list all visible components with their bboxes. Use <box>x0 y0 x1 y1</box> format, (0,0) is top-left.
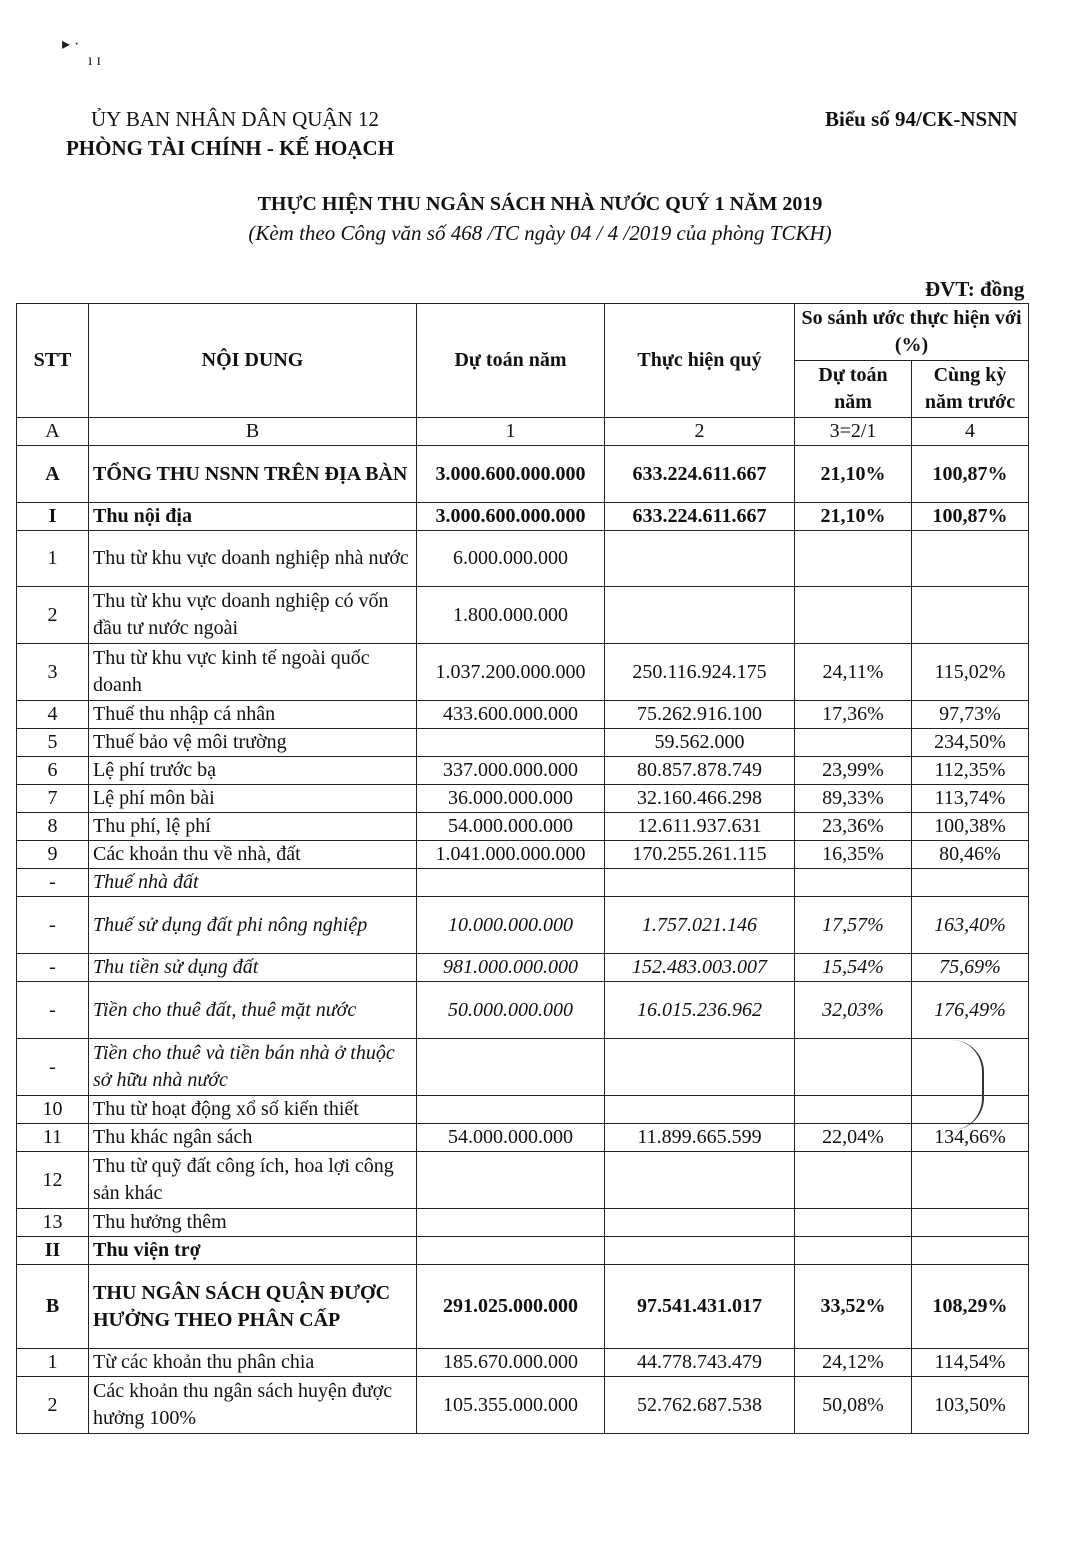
cell-budget: 1.037.200.000.000 <box>417 644 605 701</box>
cell-budget <box>417 1152 605 1209</box>
cell-stt: - <box>17 1039 89 1096</box>
revenue-table <box>16 303 1029 1434</box>
cell-pct-prev <box>912 587 1029 644</box>
index-cell: 2 <box>605 418 795 446</box>
cell-actual: 633.224.611.667 <box>605 503 795 531</box>
cell-pct-budget: 17,36% <box>795 701 912 729</box>
header-vs-budget: Dự toán năm <box>795 361 912 418</box>
cell-actual: 170.255.261.115 <box>605 841 795 869</box>
table-row <box>17 813 1029 841</box>
cell-stt: A <box>17 446 89 503</box>
cell-budget: 6.000.000.000 <box>417 531 605 587</box>
cell-stt: 2 <box>17 1377 89 1434</box>
table-row <box>17 954 1029 982</box>
cell-stt: 10 <box>17 1096 89 1124</box>
cell-stt: 1 <box>17 1349 89 1377</box>
cell-pct-budget: 17,57% <box>795 897 912 954</box>
table-row <box>17 1377 1029 1434</box>
table-row <box>17 897 1029 954</box>
cell-actual <box>605 1237 795 1265</box>
table-row <box>17 644 1029 701</box>
cell-stt: - <box>17 954 89 982</box>
index-cell: 3=2/1 <box>795 418 912 446</box>
cell-pct-budget: 50,08% <box>795 1377 912 1434</box>
cell-stt: 9 <box>17 841 89 869</box>
department-name: PHÒNG TÀI CHÍNH - KẾ HOẠCH <box>65 136 395 160</box>
cell-pct-budget: 32,03% <box>795 982 912 1039</box>
table-row <box>17 982 1029 1039</box>
cell-actual: 59.562.000 <box>605 729 795 757</box>
cell-stt: II <box>17 1237 89 1265</box>
cell-content: TỔNG THU NSNN TRÊN ĐỊA BÀN <box>89 446 417 503</box>
cell-content: Thu hưởng thêm <box>89 1209 417 1237</box>
cell-stt: 4 <box>17 701 89 729</box>
cell-pct-budget: 16,35% <box>795 841 912 869</box>
cell-stt: 7 <box>17 785 89 813</box>
table-row <box>17 785 1029 813</box>
cell-pct-prev: 112,35% <box>912 757 1029 785</box>
header-compare: So sánh ước thực hiện với (%) <box>795 304 1029 361</box>
unit-label <box>925 276 1024 302</box>
cell-pct-budget: 89,33% <box>795 785 912 813</box>
cell-pct-prev: 100,38% <box>912 813 1029 841</box>
cell-actual: 52.762.687.538 <box>605 1377 795 1434</box>
cell-pct-budget: 24,11% <box>795 644 912 701</box>
table-row <box>17 1124 1029 1152</box>
cell-content: Thu viện trợ <box>89 1237 417 1265</box>
table-row <box>17 1152 1029 1209</box>
cell-stt: B <box>17 1265 89 1349</box>
cell-pct-budget: 21,10% <box>795 446 912 503</box>
cell-pct-budget: 15,54% <box>795 954 912 982</box>
cell-budget: 433.600.000.000 <box>417 701 605 729</box>
cell-stt: I <box>17 503 89 531</box>
cell-actual: 16.015.236.962 <box>605 982 795 1039</box>
cell-budget: 54.000.000.000 <box>417 1124 605 1152</box>
header-vs-prev: Cùng kỳ năm trước <box>912 361 1029 418</box>
cell-stt: 13 <box>17 1209 89 1237</box>
cell-stt: 5 <box>17 729 89 757</box>
cell-pct-prev <box>912 1152 1029 1209</box>
cell-budget: 291.025.000.000 <box>417 1265 605 1349</box>
cell-content: Các khoản thu về nhà, đất <box>89 841 417 869</box>
table-row <box>17 1349 1029 1377</box>
cell-stt: 3 <box>17 644 89 701</box>
cell-budget <box>417 869 605 897</box>
cell-actual <box>605 587 795 644</box>
cell-stt: 8 <box>17 813 89 841</box>
cell-pct-prev <box>912 531 1029 587</box>
cell-actual: 633.224.611.667 <box>605 446 795 503</box>
cell-content: Thuế thu nhập cá nhân <box>89 701 417 729</box>
cell-pct-prev <box>912 1237 1029 1265</box>
table-row <box>17 1096 1029 1124</box>
cell-actual: 80.857.878.749 <box>605 757 795 785</box>
cell-actual: 75.262.916.100 <box>605 701 795 729</box>
cell-actual: 11.899.665.599 <box>605 1124 795 1152</box>
index-cell: 4 <box>912 418 1029 446</box>
cell-content: THU NGÂN SÁCH QUẬN ĐƯỢC HƯỞNG THEO PHÂN CẤP <box>89 1265 417 1349</box>
cell-pct-prev: 134,66% <box>912 1124 1029 1152</box>
table-row <box>17 1209 1029 1237</box>
cell-pct-prev: 113,74% <box>912 785 1029 813</box>
cell-actual: 250.116.924.175 <box>605 644 795 701</box>
cell-budget: 54.000.000.000 <box>417 813 605 841</box>
cell-content: Lệ phí môn bài <box>89 785 417 813</box>
cell-content: Tiền cho thuê đất, thuê mặt nước <box>89 982 417 1039</box>
cell-content: Thu nội địa <box>89 503 417 531</box>
cell-budget <box>417 729 605 757</box>
cell-content: Các khoản thu ngân sách huyện được hưởng 100% <box>89 1377 417 1434</box>
cell-content: Từ các khoản thu phân chia <box>89 1349 417 1377</box>
form-code: Biểu số 94/CK-NSNN <box>825 107 1018 131</box>
cell-pct-budget <box>795 1152 912 1209</box>
cell-stt: 12 <box>17 1152 89 1209</box>
cell-actual <box>605 1039 795 1096</box>
cell-budget: 185.670.000.000 <box>417 1349 605 1377</box>
cell-pct-budget <box>795 1096 912 1124</box>
cell-content: Thuế nhà đất <box>89 869 417 897</box>
cell-content: Thuế bảo vệ môi trường <box>89 729 417 757</box>
cell-content: Thu từ hoạt động xổ số kiến thiết <box>89 1096 417 1124</box>
unit-text: ĐVT: đồng <box>925 277 1025 301</box>
cell-budget <box>417 1039 605 1096</box>
cell-pct-budget <box>795 729 912 757</box>
cell-pct-prev: 100,87% <box>912 503 1029 531</box>
cell-actual: 152.483.003.007 <box>605 954 795 982</box>
cell-pct-budget <box>795 587 912 644</box>
cell-budget <box>417 1209 605 1237</box>
header-budget: Dự toán năm <box>417 304 605 418</box>
table-row <box>17 587 1029 644</box>
cell-pct-prev: 163,40% <box>912 897 1029 954</box>
document-title: THỰC HIỆN THU NGÂN SÁCH NHÀ NƯỚC QUÝ 1 NĂM 2019 <box>257 193 823 215</box>
cell-actual: 97.541.431.017 <box>605 1265 795 1349</box>
cell-pct-prev: 97,73% <box>912 701 1029 729</box>
cell-pct-budget <box>795 1237 912 1265</box>
cell-pct-prev: 103,50% <box>912 1377 1029 1434</box>
scan-speck: ı ɪ <box>88 52 101 69</box>
cell-pct-budget: 24,12% <box>795 1349 912 1377</box>
cell-pct-budget <box>795 531 912 587</box>
cell-budget: 3.000.600.000.000 <box>417 446 605 503</box>
cell-budget: 105.355.000.000 <box>417 1377 605 1434</box>
table-row <box>17 1265 1029 1349</box>
cell-pct-budget: 23,99% <box>795 757 912 785</box>
index-cell: B <box>89 418 417 446</box>
cell-content: Thu từ khu vực doanh nghiệp nhà nước <box>89 531 417 587</box>
cell-actual: 32.160.466.298 <box>605 785 795 813</box>
cell-pct-prev <box>912 869 1029 897</box>
table-row <box>17 446 1029 503</box>
cell-budget: 50.000.000.000 <box>417 982 605 1039</box>
cell-budget: 36.000.000.000 <box>417 785 605 813</box>
cell-pct-budget <box>795 1209 912 1237</box>
cell-content: Lệ phí trước bạ <box>89 757 417 785</box>
cell-actual: 1.757.021.146 <box>605 897 795 954</box>
cell-pct-prev: 176,49% <box>912 982 1029 1039</box>
index-cell: A <box>17 418 89 446</box>
cell-pct-prev: 75,69% <box>912 954 1029 982</box>
table-row <box>17 531 1029 587</box>
table-row <box>17 757 1029 785</box>
table-row <box>17 1039 1029 1096</box>
cell-budget <box>417 1096 605 1124</box>
table-row <box>17 869 1029 897</box>
cell-actual <box>605 1152 795 1209</box>
cell-actual <box>605 531 795 587</box>
table-row <box>17 1237 1029 1265</box>
cell-content: Thu từ khu vực kinh tế ngoài quốc doanh <box>89 644 417 701</box>
cell-pct-budget: 33,52% <box>795 1265 912 1349</box>
cell-pct-prev: 100,87% <box>912 446 1029 503</box>
cell-pct-prev: 80,46% <box>912 841 1029 869</box>
cell-stt: 2 <box>17 587 89 644</box>
cell-stt: - <box>17 897 89 954</box>
cell-pct-budget <box>795 1039 912 1096</box>
cell-actual: 44.778.743.479 <box>605 1349 795 1377</box>
org-name: ỦY BAN NHÂN DÂN QUẬN 12 <box>91 107 379 131</box>
table-row <box>17 729 1029 757</box>
cell-pct-prev <box>912 1209 1029 1237</box>
cell-stt: 6 <box>17 757 89 785</box>
cell-stt: - <box>17 982 89 1039</box>
header-actual: Thực hiện quý <box>605 304 795 418</box>
cell-content: Thu từ khu vực doanh nghiệp có vốn đầu tư nước ngoài <box>89 587 417 644</box>
cell-stt: 1 <box>17 531 89 587</box>
header-content: NỘI DUNG <box>89 304 417 418</box>
cell-content: Thu khác ngân sách <box>89 1124 417 1152</box>
cell-pct-budget: 23,36% <box>795 813 912 841</box>
table-row <box>17 503 1029 531</box>
cell-actual <box>605 1096 795 1124</box>
cell-stt: - <box>17 869 89 897</box>
cell-content: Thu phí, lệ phí <box>89 813 417 841</box>
document-subtitle: (Kèm theo Công văn số 468 /TC ngày 04 / 4 /2019 của phòng TCKH) <box>248 221 832 245</box>
scan-speck: ▸ · <box>62 36 80 53</box>
cell-pct-budget: 22,04% <box>795 1124 912 1152</box>
cell-content: Thu tiền sử dụng đất <box>89 954 417 982</box>
cell-stt: 11 <box>17 1124 89 1152</box>
cell-pct-budget: 21,10% <box>795 503 912 531</box>
cell-pct-prev: 114,54% <box>912 1349 1029 1377</box>
cell-budget: 337.000.000.000 <box>417 757 605 785</box>
cell-actual <box>605 1209 795 1237</box>
cell-budget: 10.000.000.000 <box>417 897 605 954</box>
cell-actual <box>605 869 795 897</box>
cell-budget: 3.000.600.000.000 <box>417 503 605 531</box>
cell-content: Thu từ quỹ đất công ích, hoa lợi công sản khác <box>89 1152 417 1209</box>
cell-budget <box>417 1237 605 1265</box>
cell-pct-prev: 115,02% <box>912 644 1029 701</box>
cell-budget: 1.800.000.000 <box>417 587 605 644</box>
index-cell: 1 <box>417 418 605 446</box>
cell-content: Thuế sử dụng đất phi nông nghiệp <box>89 897 417 954</box>
cell-pct-budget <box>795 869 912 897</box>
cell-budget: 981.000.000.000 <box>417 954 605 982</box>
cell-content: Tiền cho thuê và tiền bán nhà ở thuộc sở hữu nhà nước <box>89 1039 417 1096</box>
cell-budget: 1.041.000.000.000 <box>417 841 605 869</box>
table-row <box>17 701 1029 729</box>
header-stt: STT <box>17 304 89 418</box>
table-row <box>17 841 1029 869</box>
cell-pct-prev: 108,29% <box>912 1265 1029 1349</box>
cell-pct-prev: 234,50% <box>912 729 1029 757</box>
cell-actual: 12.611.937.631 <box>605 813 795 841</box>
